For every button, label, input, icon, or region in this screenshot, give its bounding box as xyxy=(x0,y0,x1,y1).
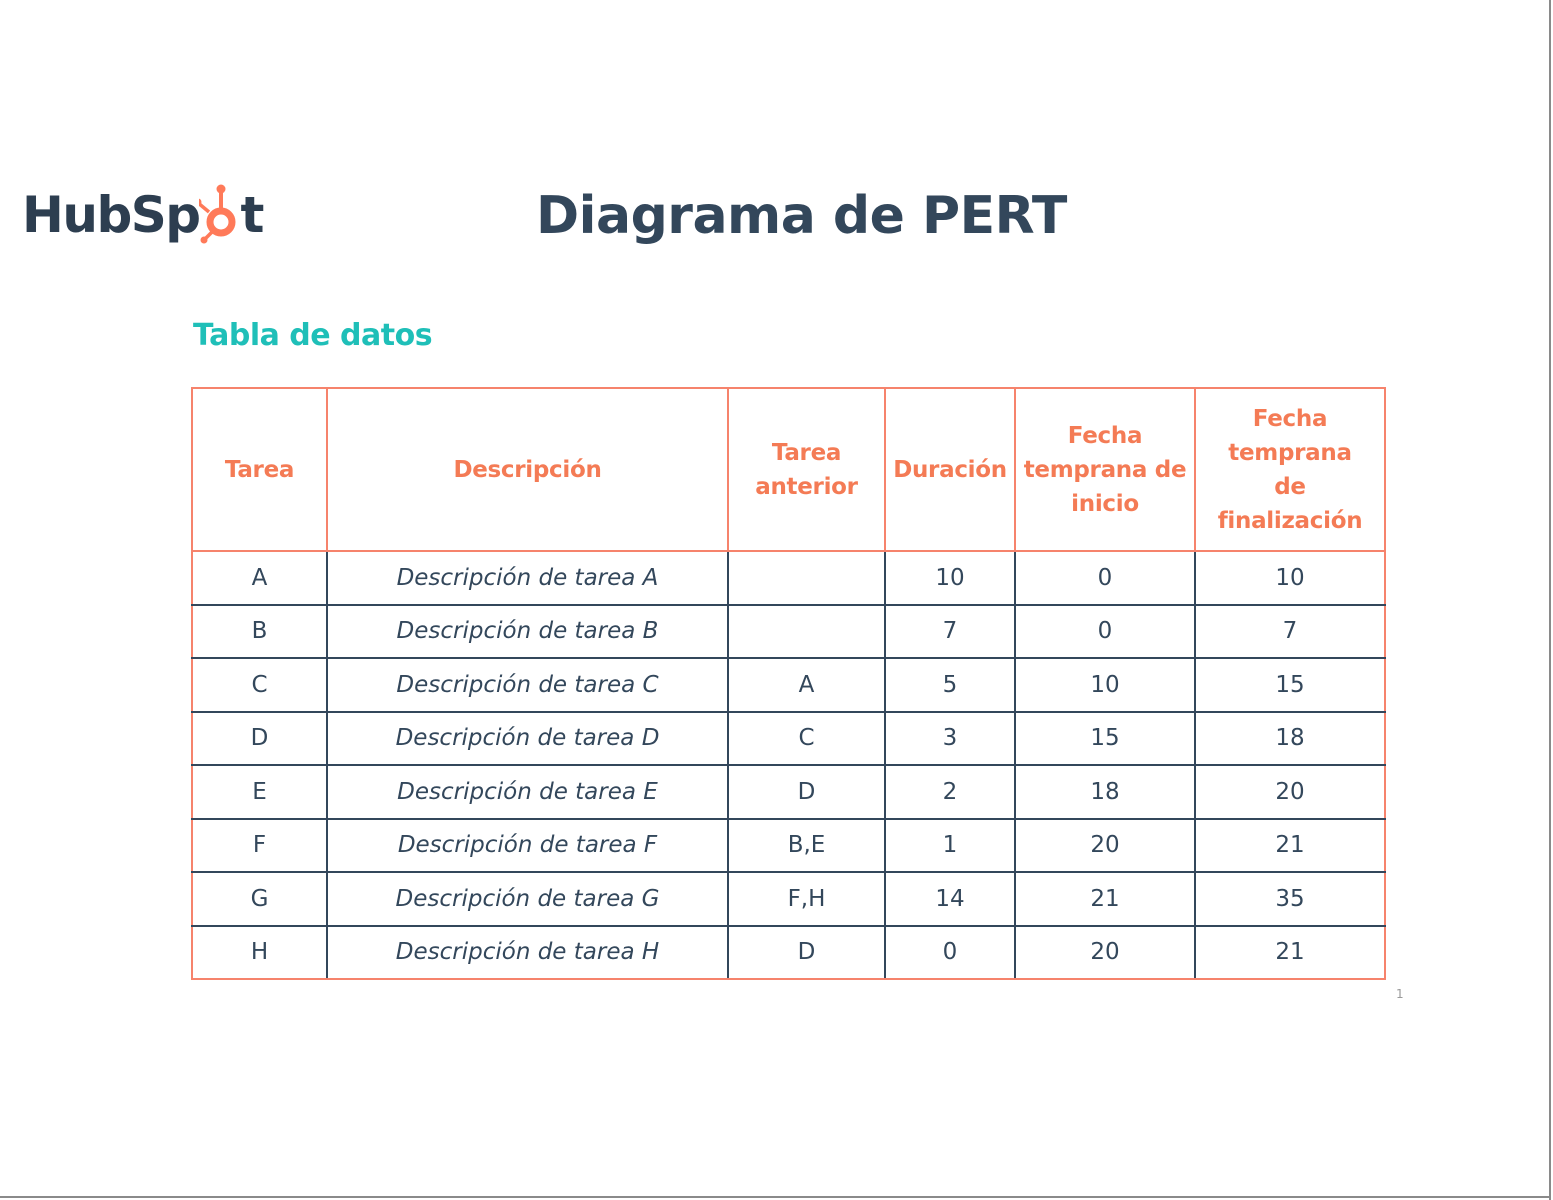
cell-tarea-anterior: A xyxy=(728,658,885,712)
cell-fecha-inicio: 0 xyxy=(1015,551,1195,605)
column-header-duracion: Duración xyxy=(885,388,1015,551)
logo-text-left: HubSp xyxy=(22,186,200,244)
cell-tarea-anterior: D xyxy=(728,765,885,819)
cell-duracion: 3 xyxy=(885,712,1015,766)
cell-descripcion: Descripción de tarea C xyxy=(327,658,728,712)
cell-tarea: B xyxy=(192,605,327,659)
hubspot-sprocket-icon xyxy=(199,184,243,246)
cell-tarea-anterior: B,E xyxy=(728,819,885,873)
section-title: Tabla de datos xyxy=(193,318,433,353)
cell-duracion: 5 xyxy=(885,658,1015,712)
cell-tarea-anterior: F,H xyxy=(728,872,885,926)
cell-fecha-finalizacion: 7 xyxy=(1195,605,1385,659)
table-row xyxy=(192,926,1385,980)
cell-fecha-inicio: 0 xyxy=(1015,605,1195,659)
cell-descripcion: Descripción de tarea B xyxy=(327,605,728,659)
cell-fecha-finalizacion: 18 xyxy=(1195,712,1385,766)
page-number: 1 xyxy=(1396,987,1404,1001)
cell-descripcion: Descripción de tarea A xyxy=(327,551,728,605)
table-header-row xyxy=(192,388,1385,551)
cell-tarea: H xyxy=(192,926,327,980)
cell-tarea-anterior: C xyxy=(728,712,885,766)
cell-descripcion: Descripción de tarea F xyxy=(327,819,728,873)
pert-data-table xyxy=(191,387,1386,980)
table-row xyxy=(192,819,1385,873)
table-row xyxy=(192,605,1385,659)
cell-descripcion: Descripción de tarea D xyxy=(327,712,728,766)
page-edge-bottom xyxy=(0,1196,1551,1198)
page-edge-right xyxy=(1549,0,1551,1200)
cell-duracion: 10 xyxy=(885,551,1015,605)
cell-duracion: 7 xyxy=(885,605,1015,659)
cell-tarea: C xyxy=(192,658,327,712)
column-header-tarea-anterior: Tarea anterior xyxy=(728,388,885,551)
cell-descripcion: Descripción de tarea G xyxy=(327,872,728,926)
cell-fecha-inicio: 20 xyxy=(1015,819,1195,873)
table-row xyxy=(192,658,1385,712)
cell-tarea-anterior xyxy=(728,551,885,605)
cell-fecha-inicio: 10 xyxy=(1015,658,1195,712)
table-row xyxy=(192,765,1385,819)
page-title: Diagrama de PERT xyxy=(536,186,1067,246)
cell-tarea: F xyxy=(192,819,327,873)
cell-tarea: D xyxy=(192,712,327,766)
cell-fecha-finalizacion: 35 xyxy=(1195,872,1385,926)
column-header-fecha-finalizacion: Fecha temprana de finalización xyxy=(1195,388,1385,551)
cell-fecha-inicio: 21 xyxy=(1015,872,1195,926)
table-row xyxy=(192,712,1385,766)
column-header-tarea: Tarea xyxy=(192,388,327,551)
cell-fecha-finalizacion: 21 xyxy=(1195,926,1385,980)
cell-fecha-inicio: 18 xyxy=(1015,765,1195,819)
cell-tarea: G xyxy=(192,872,327,926)
cell-fecha-inicio: 15 xyxy=(1015,712,1195,766)
cell-fecha-finalizacion: 10 xyxy=(1195,551,1385,605)
table-row xyxy=(192,872,1385,926)
logo-text-right: t xyxy=(240,186,263,244)
cell-tarea-anterior: D xyxy=(728,926,885,980)
column-header-fecha-inicio: Fecha temprana de inicio xyxy=(1015,388,1195,551)
hubspot-logo-wordmark xyxy=(22,184,263,246)
cell-tarea: E xyxy=(192,765,327,819)
cell-fecha-inicio: 20 xyxy=(1015,926,1195,980)
cell-duracion: 14 xyxy=(885,872,1015,926)
table-row xyxy=(192,551,1385,605)
cell-descripcion: Descripción de tarea E xyxy=(327,765,728,819)
cell-fecha-finalizacion: 15 xyxy=(1195,658,1385,712)
cell-tarea-anterior xyxy=(728,605,885,659)
cell-fecha-finalizacion: 20 xyxy=(1195,765,1385,819)
hubspot-logo xyxy=(22,176,263,254)
cell-tarea: A xyxy=(192,551,327,605)
cell-fecha-finalizacion: 21 xyxy=(1195,819,1385,873)
cell-duracion: 1 xyxy=(885,819,1015,873)
column-header-descripcion: Descripción xyxy=(327,388,728,551)
cell-duracion: 0 xyxy=(885,926,1015,980)
cell-duracion: 2 xyxy=(885,765,1015,819)
cell-descripcion: Descripción de tarea H xyxy=(327,926,728,980)
